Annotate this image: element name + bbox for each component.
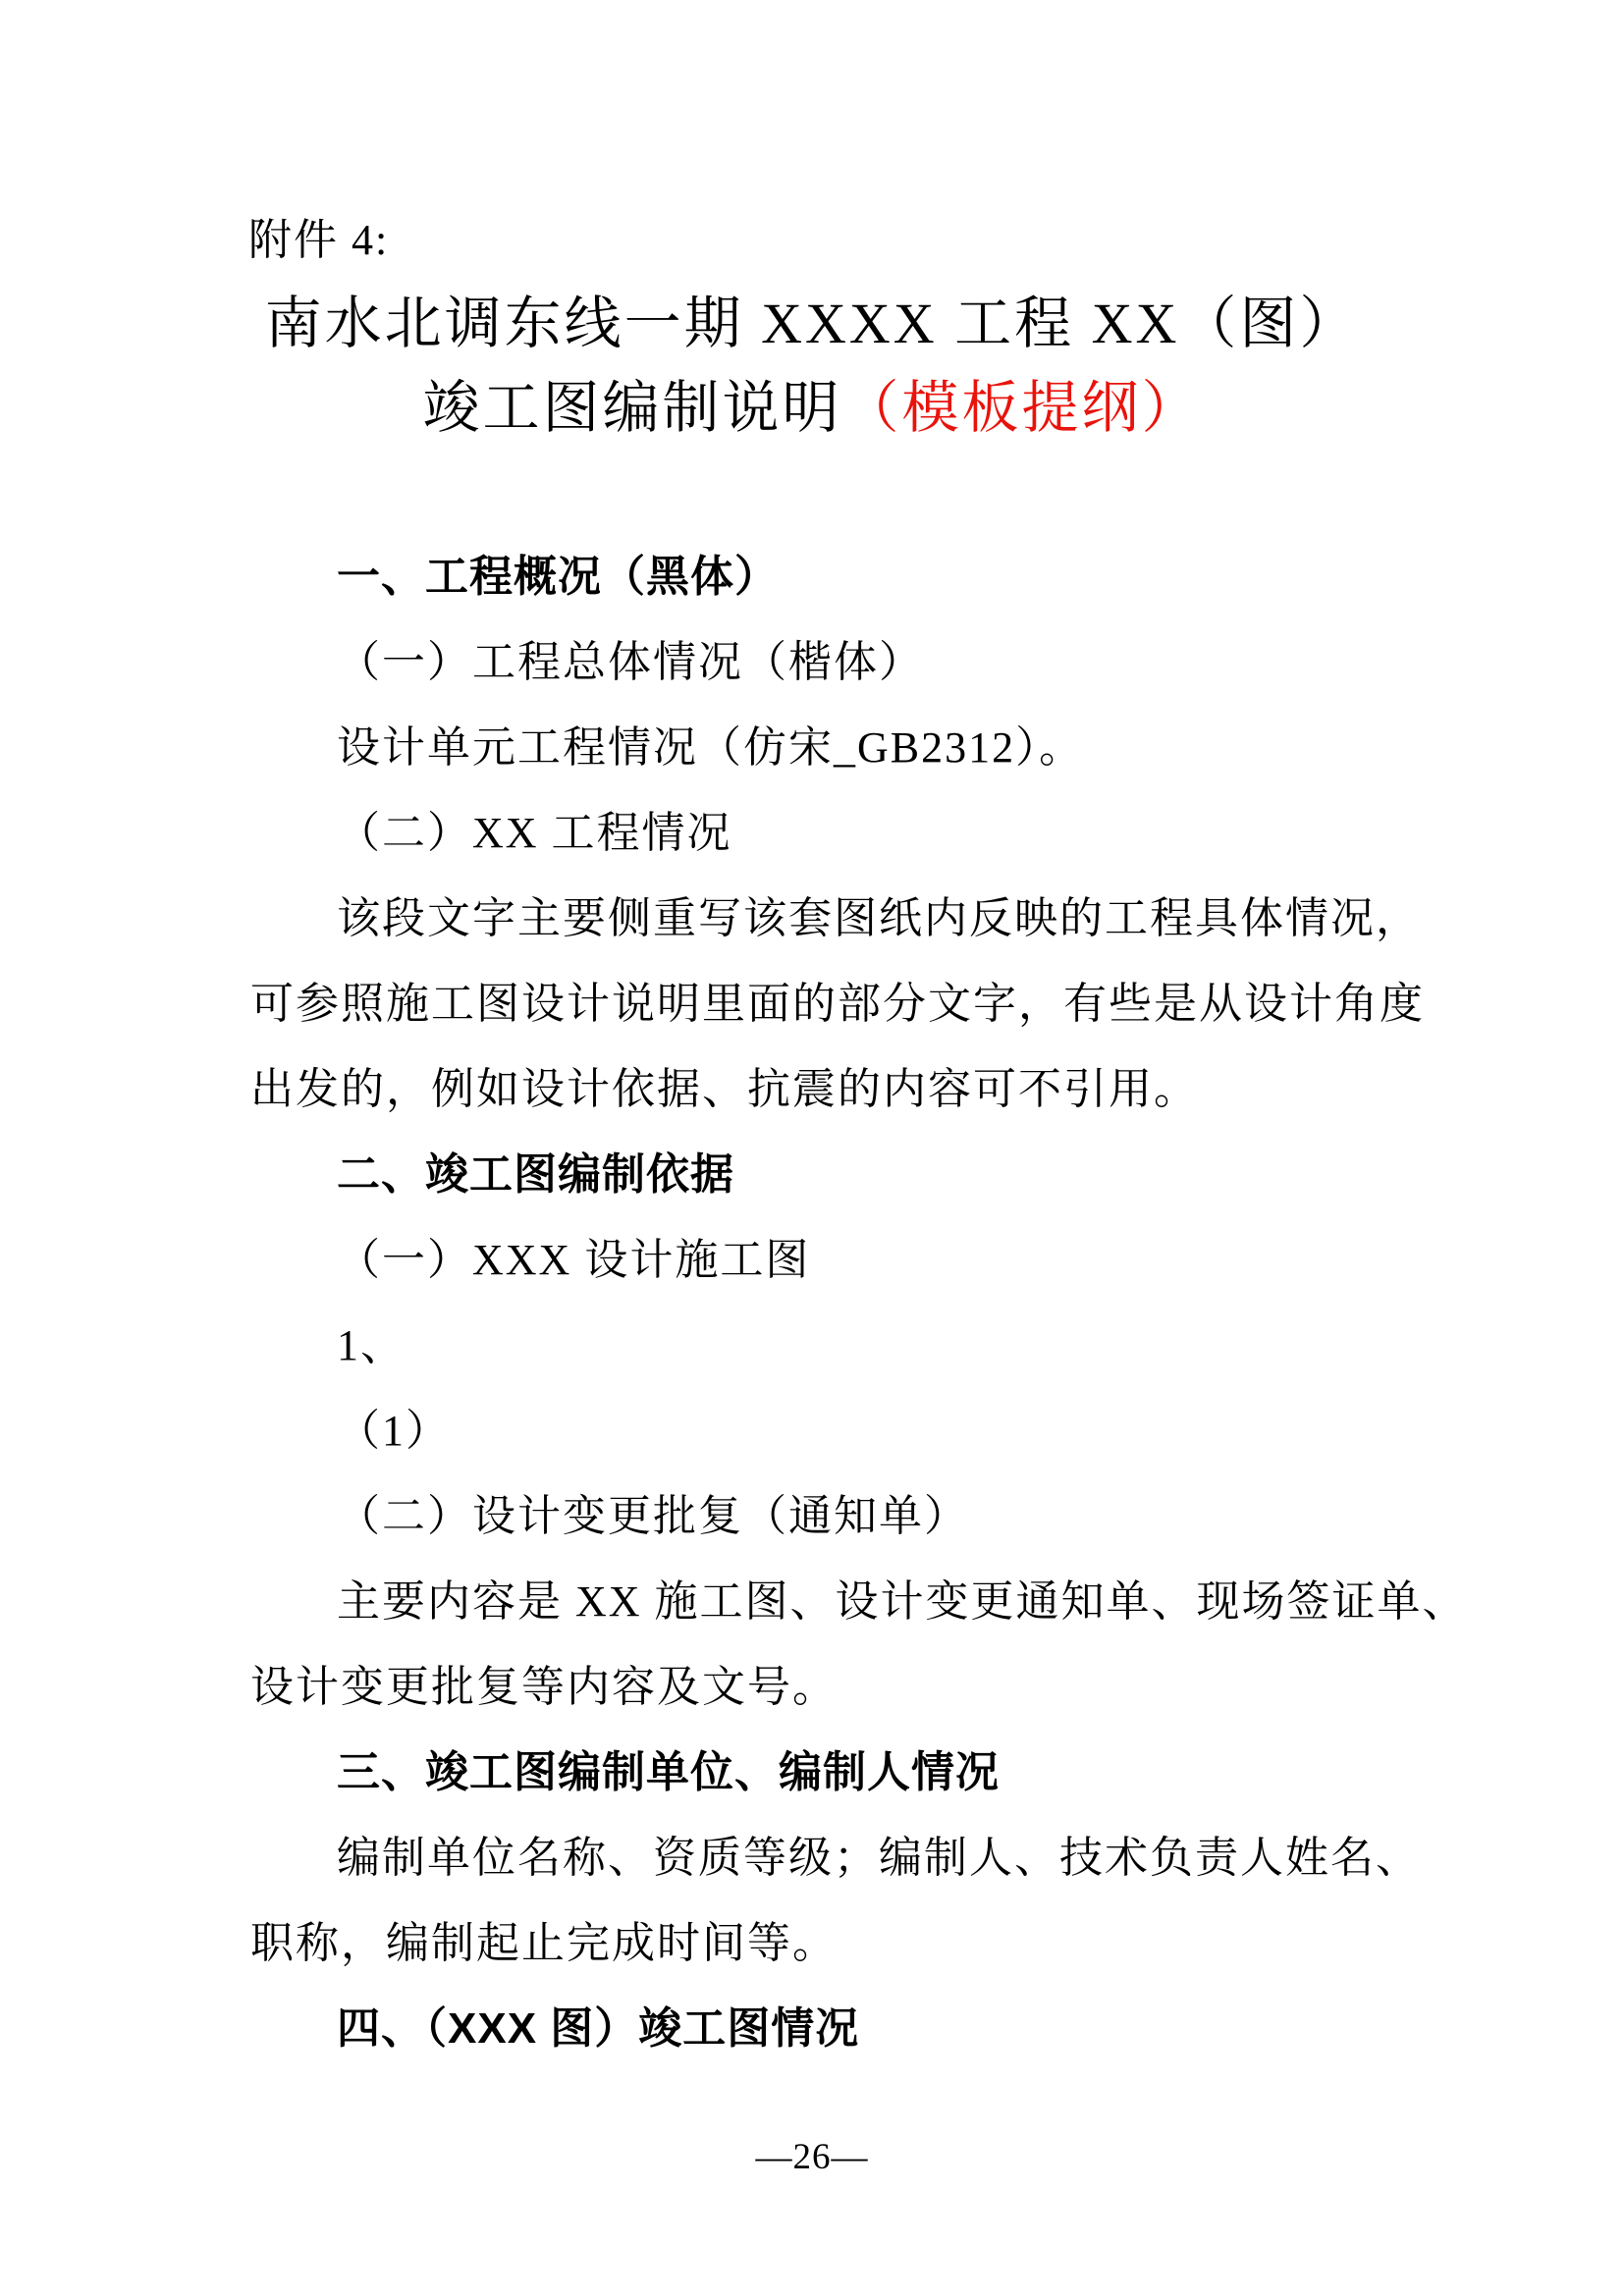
body-line: 设计变更批复等内容及文号。 — [250, 1663, 838, 1711]
section-heading: 三、竣工图编制单位、编制人情况 — [337, 1748, 1000, 1796]
section-heading: 四、（XXX 图）竣工图情况 — [337, 2004, 860, 2053]
body-line: （1） — [337, 1407, 451, 1455]
body-line: 设计单元工程情况（仿宋_GB2312）。 — [337, 723, 1085, 772]
page-number: —26— — [755, 2137, 869, 2177]
title-line-2 — [0, 366, 1624, 451]
section-heading: 二、竣工图编制依据 — [337, 1150, 734, 1199]
body-line: 1、 — [337, 1321, 406, 1369]
body-line: 编制单位名称、资质等级；编制人、技术负责人姓名、 — [337, 1834, 1421, 1882]
body-lines — [250, 534, 1468, 2071]
body-line: 可参照施工图设计说明里面的部分文字，有些是从设计角度 — [250, 980, 1425, 1028]
title-line-2-red: （模板提纲） — [841, 376, 1202, 440]
body-line: （二）XX 工程情况 — [337, 809, 732, 857]
attachment-label: 附件 4: — [248, 216, 390, 264]
body-line: 主要内容是 XX 施工图、设计变更通知单、现场签证单、 — [337, 1577, 1468, 1626]
section-heading: 一、工程概况（黑体） — [337, 553, 779, 601]
body-line: 职称，编制起止完成时间等。 — [250, 1919, 838, 1967]
body-line: （一）XXX 设计施工图 — [337, 1236, 811, 1284]
body-line: （一）工程总体情况（楷体） — [337, 638, 924, 686]
body-line: （二）设计变更批复（通知单） — [337, 1492, 969, 1540]
body-line: 该段文字主要侧重写该套图纸内反映的工程具体情况， — [337, 894, 1421, 942]
document-title — [0, 282, 1624, 451]
title-line-2-black: 竣工图编制说明 — [422, 376, 842, 440]
body-line: 出发的，例如设计依据、抗震的内容可不引用。 — [250, 1065, 1199, 1113]
title-line-1: 南水北调东线一期 XXXX 工程 XX（图） — [264, 292, 1360, 355]
